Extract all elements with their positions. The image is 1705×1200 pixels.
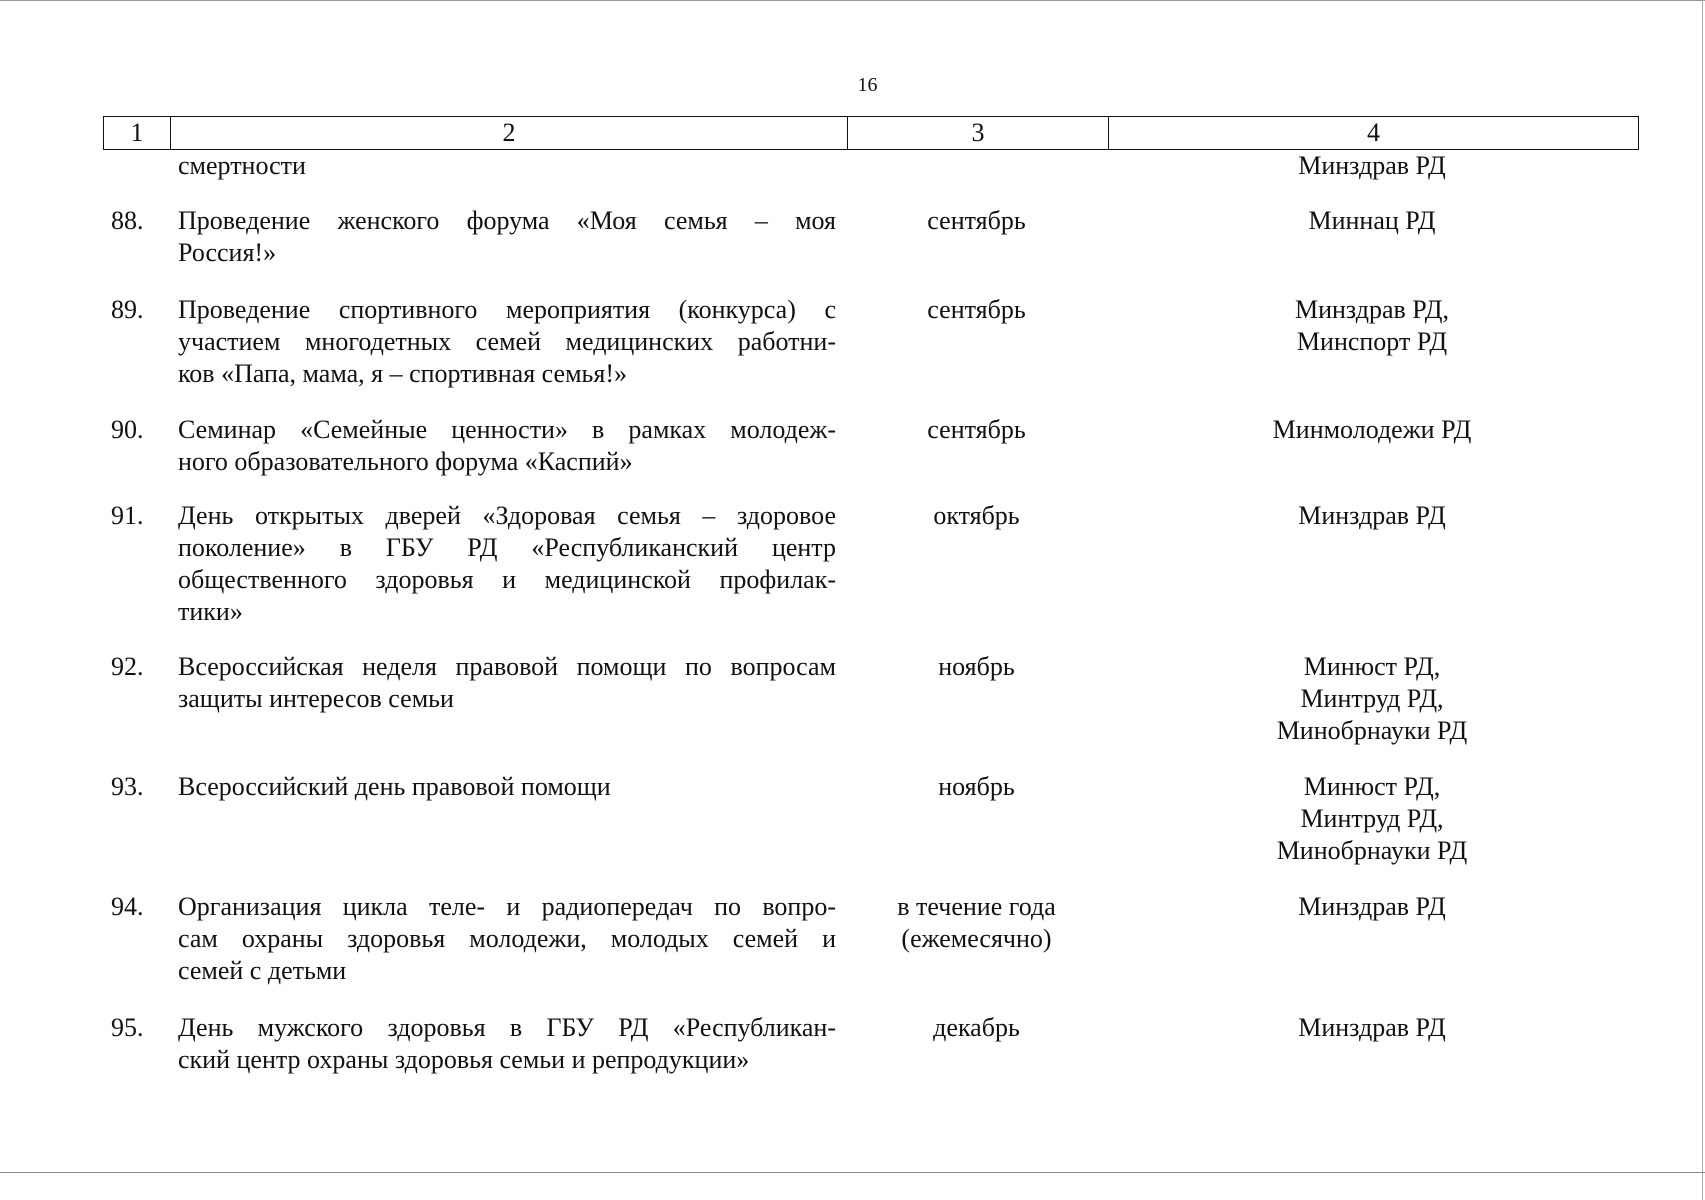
description-line: ский центр охраны здоровья семьи и репродукции» bbox=[178, 1045, 750, 1074]
row-period bbox=[846, 294, 1107, 326]
description-line: участием многодетных семей медицинских работни- bbox=[178, 327, 836, 356]
page-edge-top bbox=[0, 0, 1705, 1]
responsible-line: Минтруд РД, bbox=[1300, 684, 1444, 713]
period-line: ноябрь bbox=[938, 652, 1015, 681]
period-line: сентябрь bbox=[927, 415, 1026, 444]
row-responsible bbox=[1207, 294, 1537, 358]
row-responsible bbox=[1207, 891, 1537, 923]
period-line: октябрь bbox=[933, 501, 1020, 530]
header-cell-1: 1 bbox=[130, 118, 144, 147]
row-responsible bbox=[1207, 651, 1537, 747]
responsible-line: Минюст РД, bbox=[1303, 652, 1441, 681]
row-responsible bbox=[1207, 150, 1537, 182]
description-line: Семинар «Семейные ценности» в рамках молодеж- bbox=[178, 415, 836, 444]
row-period bbox=[846, 205, 1107, 237]
responsible-line: Минмолодежи РД bbox=[1272, 415, 1472, 444]
row-period bbox=[846, 414, 1107, 446]
responsible-line: Минтруд РД, bbox=[1300, 804, 1444, 833]
responsible-line: Минспорт РД bbox=[1296, 327, 1448, 356]
description-line: поколение» в ГБУ РД «Республиканский центр bbox=[178, 533, 836, 562]
row-description bbox=[178, 651, 836, 715]
responsible-line: Минобрнауки РД bbox=[1276, 716, 1468, 745]
responsible-line: Миннац РД bbox=[1308, 206, 1436, 235]
description-line: ков «Папа, мама, я – спортивная семья!» bbox=[178, 359, 628, 388]
description-line: ного образовательного форума «Каспий» bbox=[178, 447, 633, 476]
row-responsible bbox=[1207, 1012, 1537, 1044]
page-edge-bottom bbox=[0, 1172, 1705, 1173]
row-number: 93. bbox=[111, 772, 144, 801]
description-line: смертности bbox=[178, 151, 306, 180]
responsible-line: Минздрав РД bbox=[1298, 1013, 1446, 1042]
row-number: 89. bbox=[111, 295, 144, 324]
description-line: защиты интересов семьи bbox=[178, 684, 454, 713]
row-period bbox=[846, 651, 1107, 683]
row-number: 88. bbox=[111, 206, 144, 235]
row-number: 92. bbox=[111, 652, 144, 681]
period-line: (ежемесячно) bbox=[901, 924, 1052, 953]
row-description bbox=[178, 1012, 836, 1076]
responsible-line: Минздрав РД bbox=[1298, 151, 1446, 180]
row-description bbox=[178, 771, 836, 803]
row-description bbox=[178, 205, 836, 269]
description-line: семей с детьми bbox=[178, 956, 347, 985]
responsible-line: Минобрнауки РД bbox=[1276, 836, 1468, 865]
row-period bbox=[846, 891, 1107, 955]
description-line: общественного здоровья и медицинской профилак- bbox=[178, 565, 836, 594]
description-line: Организация цикла теле- и радиопередач по вопро- bbox=[178, 892, 836, 921]
description-line: Всероссийская неделя правовой помощи по вопросам bbox=[178, 652, 836, 681]
page-number: 16 bbox=[857, 74, 878, 96]
row-description bbox=[178, 150, 836, 182]
responsible-line: Минздрав РД, bbox=[1294, 295, 1450, 324]
table-header-row bbox=[103, 116, 1639, 150]
row-number: 91. bbox=[111, 501, 144, 530]
row-number: 90. bbox=[111, 415, 144, 444]
row-number: 94. bbox=[111, 892, 144, 921]
row-period bbox=[846, 500, 1107, 532]
period-line: сентябрь bbox=[927, 295, 1026, 324]
period-line: сентябрь bbox=[927, 206, 1026, 235]
row-responsible bbox=[1207, 771, 1537, 867]
row-number: 95. bbox=[111, 1013, 144, 1042]
row-period bbox=[846, 1012, 1107, 1044]
responsible-line: Минюст РД, bbox=[1303, 772, 1441, 801]
description-line: тики» bbox=[178, 597, 243, 626]
description-line: День открытых дверей «Здоровая семья – здоровое bbox=[178, 501, 836, 530]
row-responsible bbox=[1207, 414, 1537, 446]
row-responsible bbox=[1207, 205, 1537, 237]
description-line: Проведение женского форума «Моя семья – моя bbox=[178, 206, 836, 235]
description-line: Россия!» bbox=[178, 238, 277, 267]
responsible-line: Минздрав РД bbox=[1298, 501, 1446, 530]
description-line: День мужского здоровья в ГБУ РД «Республикан- bbox=[178, 1013, 836, 1042]
page-edge-right bbox=[1702, 0, 1703, 1200]
description-line: сам охраны здоровья молодежи, молодых семей и bbox=[178, 924, 836, 953]
row-description bbox=[178, 891, 836, 987]
responsible-line: Минздрав РД bbox=[1298, 892, 1446, 921]
header-cell-4: 4 bbox=[1108, 117, 1638, 149]
row-period bbox=[846, 771, 1107, 803]
description-line: Всероссийский день правовой помощи bbox=[178, 772, 611, 801]
row-responsible bbox=[1207, 500, 1537, 532]
description-line: Проведение спортивного мероприятия (конкурса) с bbox=[178, 295, 836, 324]
row-description bbox=[178, 500, 836, 628]
period-line: в течение года bbox=[897, 892, 1056, 921]
row-description bbox=[178, 294, 836, 390]
header-cell-3: 3 bbox=[847, 117, 1108, 149]
row-description bbox=[178, 414, 836, 478]
header-cell-2: 2 bbox=[170, 117, 847, 149]
period-line: ноябрь bbox=[938, 772, 1015, 801]
period-line: декабрь bbox=[933, 1013, 1020, 1042]
